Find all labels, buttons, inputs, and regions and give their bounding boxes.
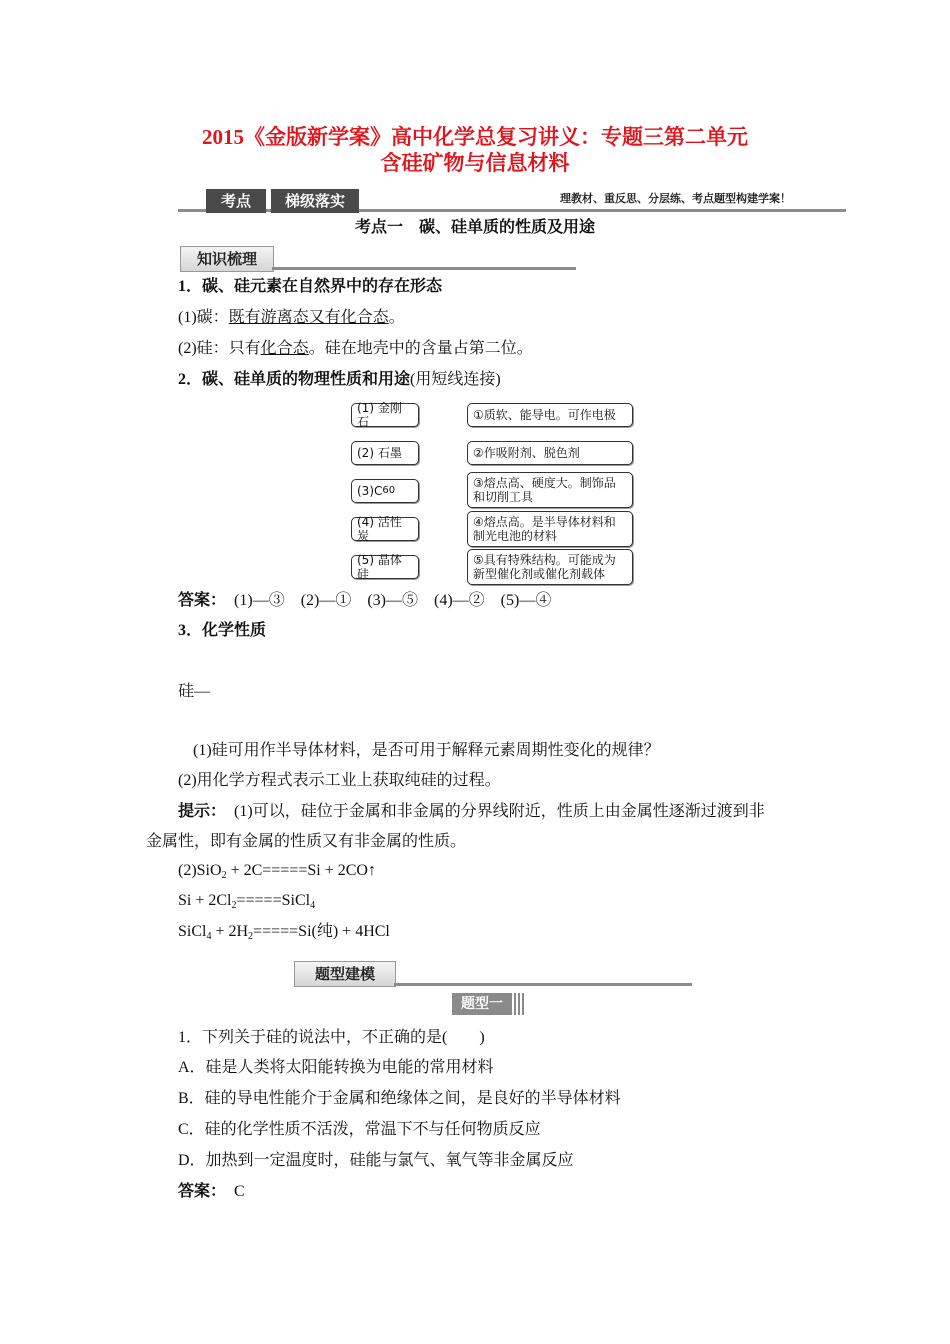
knowledge-header: 知识梳理 — [180, 246, 274, 272]
quiz-option-d: D．加热到一定温度时，硅能与氯气、氧气等非金属反应 — [178, 1152, 574, 1169]
match-left-2: (2) 石墨 — [351, 441, 419, 465]
match-right-3: ③熔点高、硬度大。制饰品和切削工具 — [467, 472, 633, 508]
match-left-1: (1) 金刚石 — [351, 403, 419, 427]
equation-1: (2)SiO$_2$ + 2C=====Si + 2CO↑ — [178, 862, 376, 881]
equation-2: $Si + 2Cl_2=====SiCl_4$ — [178, 892, 316, 911]
quiz-option-a: A．硅是人类将太阳能转换为电能的常用材料 — [178, 1059, 494, 1076]
s2-heading: 2．碳、硅单质的物理性质和用途(用短线连接) — [178, 371, 501, 388]
quiz-stem: 1．下列关于硅的说法中，不正确的是( ) — [178, 1029, 485, 1046]
hint-line2: 金属性，即有金属的性质又有非金属的性质。 — [146, 833, 467, 850]
question-2: (2)用化学方程式表示工业上获取纯硅的过程。 — [178, 772, 501, 789]
s3-silicon-label: 硅— — [178, 683, 211, 700]
s3-heading: 3．化学性质 — [178, 622, 267, 639]
quiz-answer: 答案： C — [178, 1183, 245, 1200]
s1-heading: 1．碳、硅元素在自然界中的存在形态 — [178, 278, 443, 295]
topic-heading: 考点一 碳、硅单质的性质及用途 — [354, 219, 595, 236]
knowledge-rule — [272, 267, 576, 270]
model-rule — [394, 983, 692, 986]
model-header: 题型建模 — [294, 961, 396, 987]
match-left-3: (3)C 60 — [351, 479, 419, 503]
banner-slogan: 理教材、重反思、分层练、考点题型构建学案！ — [560, 192, 791, 205]
s1-silicon: (2)硅：只有化合态。硅在地壳中的含量占第二位。 — [178, 340, 533, 357]
banner-tab-tiji: 梯级落实 — [271, 189, 359, 213]
match-right-1: ①质软、能导电。可作电极 — [467, 403, 633, 427]
banner-tab-kaodian: 考点 — [206, 189, 266, 213]
question-1: (1)硅可用作半导体材料，是否可用于解释元素周期性变化的规律？ — [193, 742, 660, 759]
match-right-5: ⑤具有特殊结构。可能成为新型催化剂或催化剂载体 — [467, 549, 633, 585]
page-title-line1: 2015《金版新学案》高中化学总复习讲义：专题三第二单元 — [202, 125, 748, 149]
hint-line1: 提示： (1)可以，硅位于金属和非金属的分界线附近，性质上由金属性逐渐过渡到非 — [178, 803, 765, 820]
quiz-option-c: C．硅的化学性质不活泼，常温下不与任何物质反应 — [178, 1121, 541, 1138]
match-right-4: ④熔点高。是半导体材料和制光电池的材料 — [467, 511, 633, 547]
answer1: 答案： (1)—③ (2)—① (3)—⑤ (4)—② (5)—④ — [178, 592, 552, 609]
match-left-5: (5) 晶体硅 — [351, 555, 419, 579]
s1-carbon: (1)碳：既有游离态又有化合态。 — [178, 309, 405, 326]
quiz-option-b: B．硅的导电性能介于金属和绝缘体之间，是良好的半导体材料 — [178, 1090, 621, 1107]
equation-3: SiCl$_4$ + $2H_2=====Si$(纯) + 4HCl — [178, 923, 390, 942]
type-tag-stripes — [514, 993, 524, 1015]
match-right-2: ②作吸附剂、脱色剂 — [467, 441, 633, 465]
s1-carbon-answer: 既有游离态又有化合态 — [228, 309, 389, 326]
s1-silicon-answer: 化合态 — [260, 340, 309, 357]
page-title-line2: 含硅矿物与信息材料 — [380, 151, 570, 175]
type-tag: 题型一 — [452, 993, 512, 1015]
match-left-4: (4) 活性炭 — [351, 517, 419, 541]
